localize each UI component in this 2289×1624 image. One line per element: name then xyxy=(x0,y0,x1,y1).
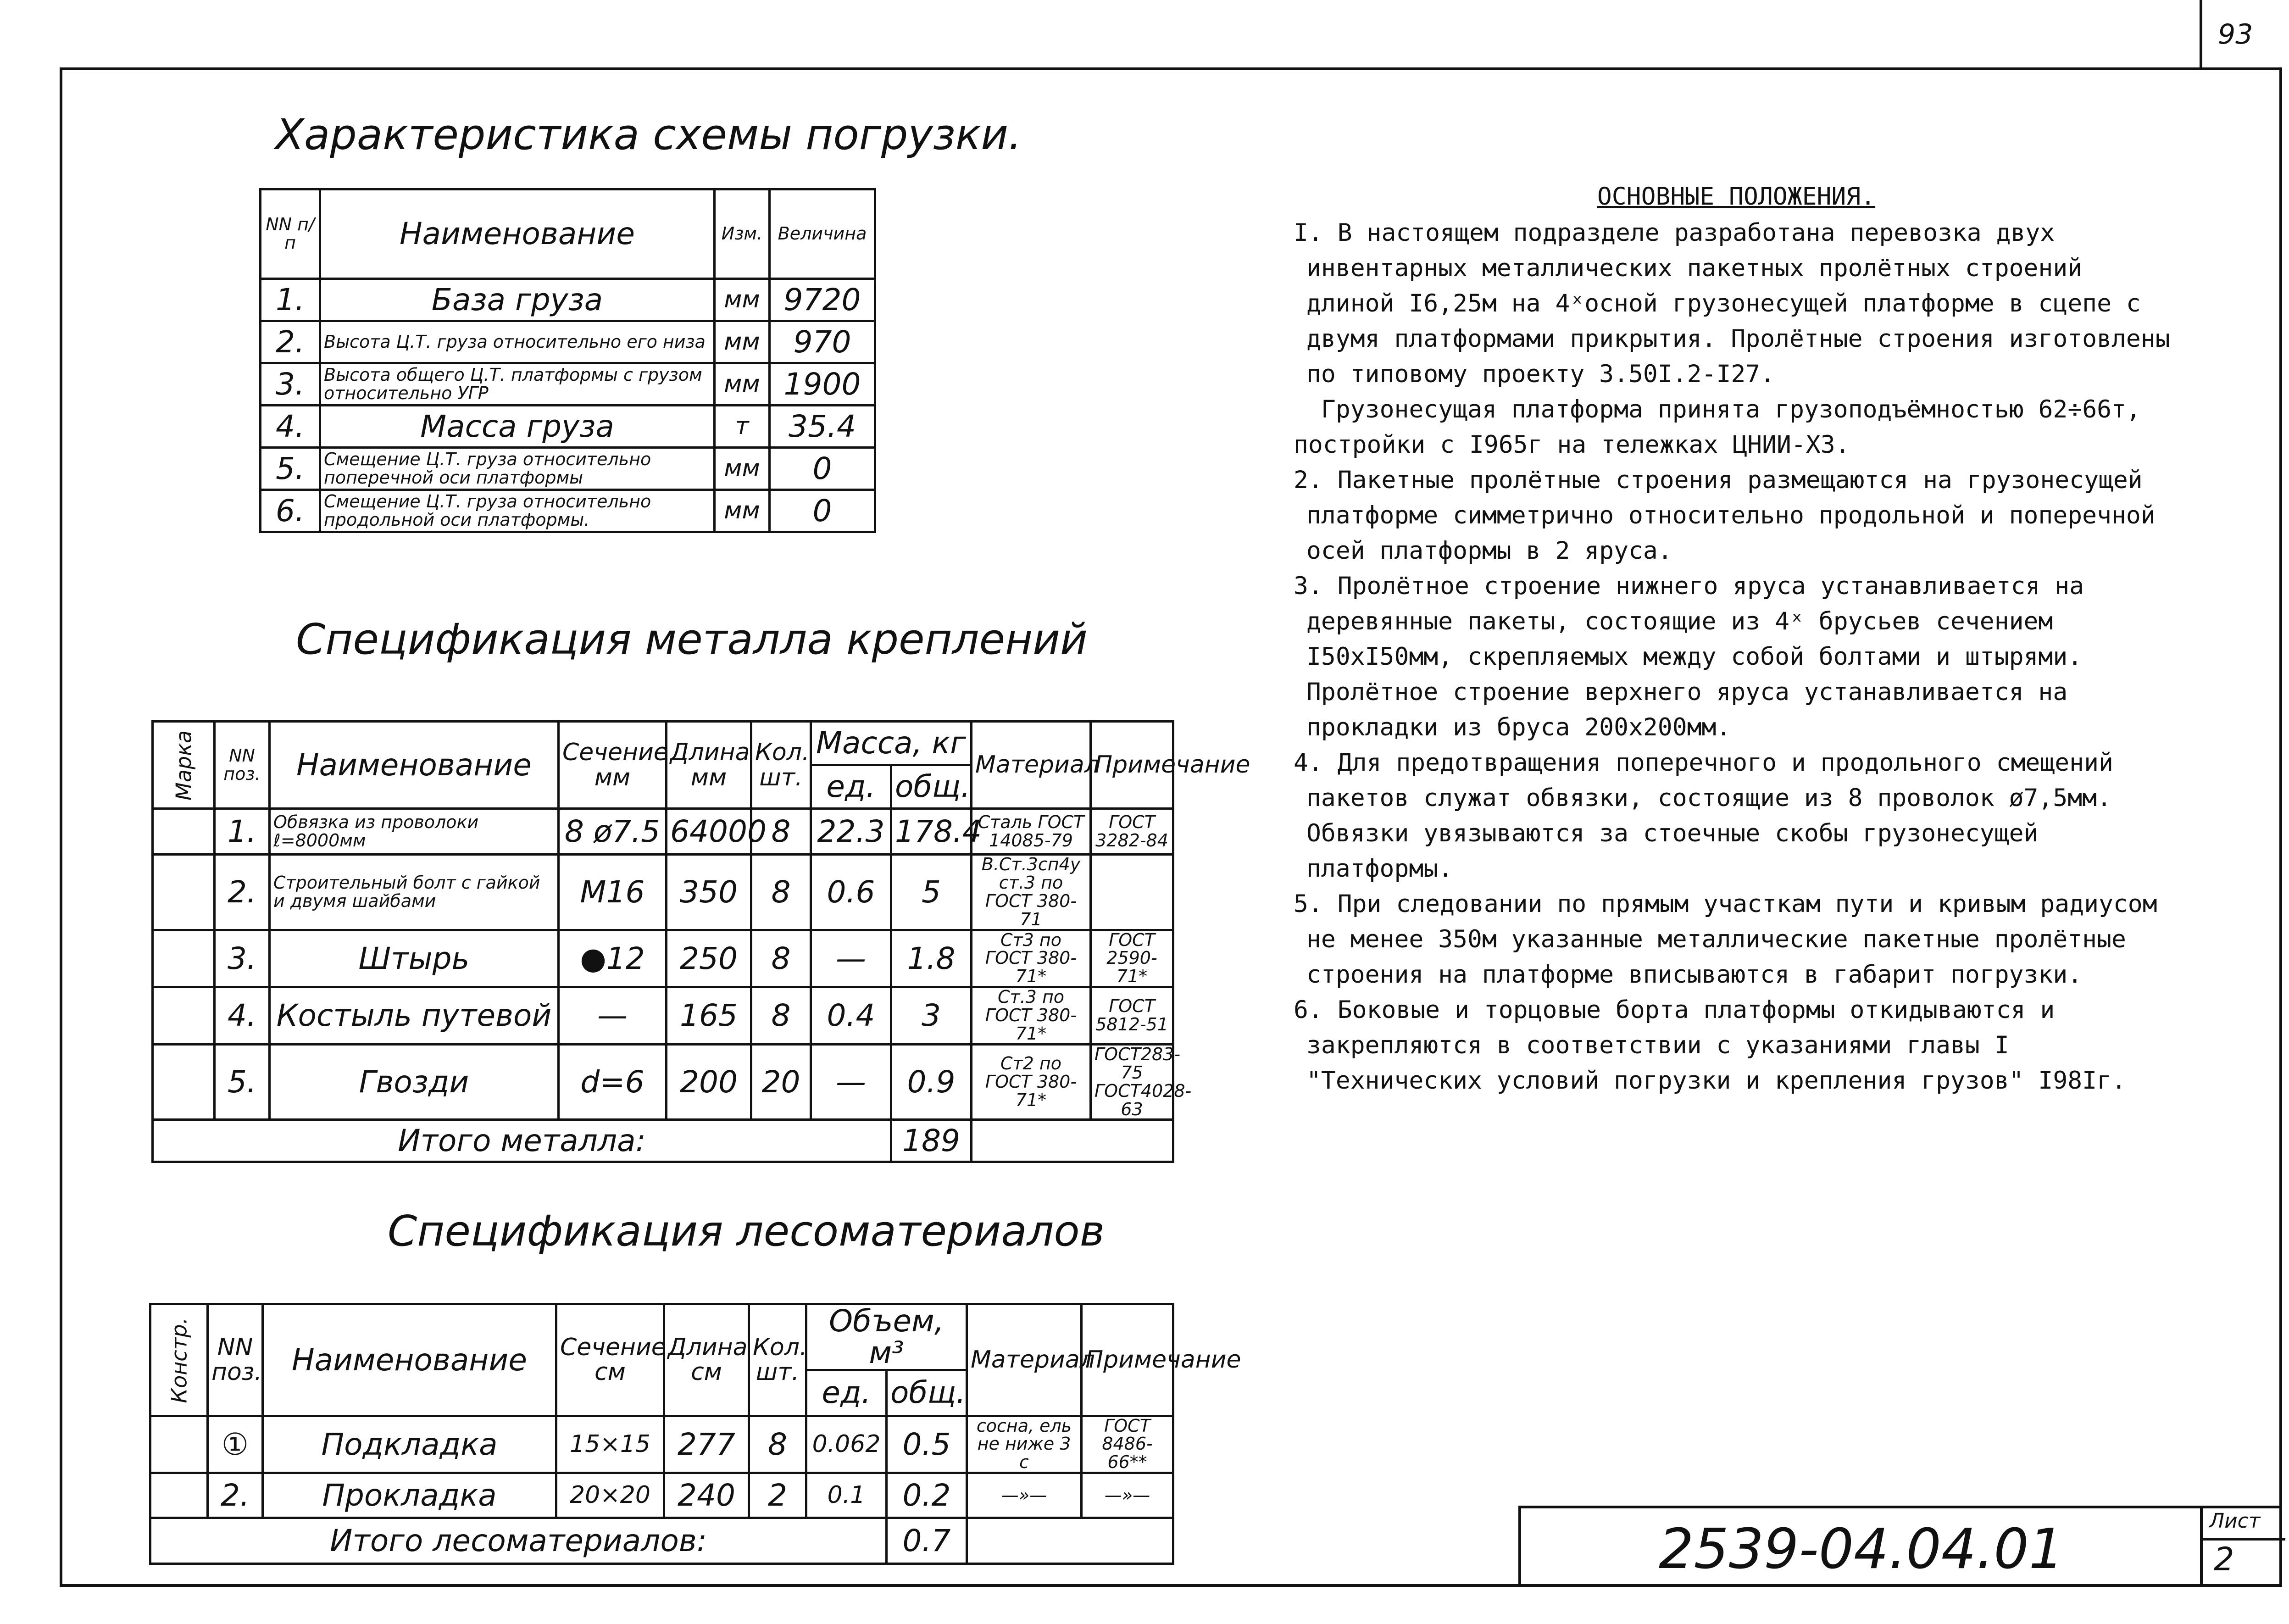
row-number: 4. xyxy=(261,406,320,448)
header-note: Примечание xyxy=(1091,722,1173,809)
row-mass-total: 5 xyxy=(891,855,972,930)
header-mass-total: общ. xyxy=(891,765,972,809)
table-row xyxy=(261,363,875,406)
row-vol-total: 0.5 xyxy=(887,1416,967,1473)
metal-total-value: 189 xyxy=(891,1120,972,1162)
sheet-number: 2 xyxy=(2214,1541,2234,1578)
row-value: 35.4 xyxy=(770,406,875,448)
row-mass-unit: 0.4 xyxy=(811,987,891,1045)
document-code: 2539-04.04.01 xyxy=(1659,1518,2064,1581)
metal-total-label: Итого металла: xyxy=(153,1120,891,1162)
note-paragraph: 6. Боковые и торцовые борта платформы откидываются и закрепляются в соответствии с указаниями главы I "Технических условий погрузки и крепления грузов" I98Iг. xyxy=(1294,996,2126,1095)
title-block-divider xyxy=(2200,0,2202,69)
table-row xyxy=(153,987,1173,1045)
row-mark xyxy=(153,987,215,1045)
row-length: 277 xyxy=(664,1416,749,1473)
table-row xyxy=(150,1416,1173,1473)
row-note: ГОСТ 8486-66** xyxy=(1082,1416,1173,1473)
row-name: Костыль путевой xyxy=(270,987,559,1045)
row-section: 8 ø7.5 xyxy=(559,809,667,855)
row-name: Прокладка xyxy=(263,1473,556,1518)
row-name: База груза xyxy=(320,279,715,321)
row-vol-unit: 0.1 xyxy=(806,1473,887,1518)
row-name: Строительный болт с гайкой и двумя шайбами xyxy=(270,855,559,930)
header-volume-total: общ. xyxy=(887,1370,967,1416)
row-material: —»— xyxy=(967,1473,1082,1518)
header-section: Сечение см xyxy=(556,1304,664,1416)
general-provisions xyxy=(1294,179,2179,1098)
row-name: Гвозди xyxy=(270,1044,559,1120)
row-length: 200 xyxy=(667,1044,751,1120)
row-mass-unit: — xyxy=(811,1044,891,1120)
header-length: Длина мм xyxy=(667,722,751,809)
note-paragraph: 5. При следовании по прямым участкам пути и кривым радиусом не менее 350м указанные металлические пакетные пролётные строения на платформе вписываются в габарит погрузки. xyxy=(1294,890,2157,989)
timber-spec-table xyxy=(149,1303,1241,1565)
row-mass-total: 178.4 xyxy=(891,809,972,855)
row-name: Штырь xyxy=(270,930,559,987)
row-section: — xyxy=(559,987,667,1045)
header-material: Материал xyxy=(972,722,1091,809)
metal-spec-title: Спецификация металла креплений xyxy=(296,615,1088,664)
row-section: М16 xyxy=(559,855,667,930)
row-constr xyxy=(150,1473,208,1518)
row-unit: мм xyxy=(715,279,770,321)
row-pos: 2. xyxy=(215,855,270,930)
header-name: Наименование xyxy=(263,1304,556,1416)
row-note: ГОСТ 2590-71* xyxy=(1091,930,1173,987)
header-volume: Объем, м³ xyxy=(806,1304,967,1370)
row-value: 0 xyxy=(770,448,875,490)
table-row xyxy=(261,490,875,532)
row-value: 970 xyxy=(770,321,875,363)
page-number: 93 xyxy=(2218,18,2253,50)
header-pos: NN поз. xyxy=(208,1304,263,1416)
row-mass-total: 1.8 xyxy=(891,930,972,987)
row-material: Ст3 по ГОСТ 380-71* xyxy=(972,930,1091,987)
row-value: 0 xyxy=(770,490,875,532)
header-constr: Констр. xyxy=(150,1304,208,1416)
header-pos: NN поз. xyxy=(215,722,270,809)
header-mark: Марка xyxy=(153,722,215,809)
row-note: ГОСТ283-75 ГОСТ4028-63 xyxy=(1091,1044,1173,1120)
row-pos: 2. xyxy=(208,1473,263,1518)
header-section: Сечение мм xyxy=(559,722,667,809)
header-material: Материал xyxy=(967,1304,1082,1416)
row-length: 165 xyxy=(667,987,751,1045)
row-length: 64000 xyxy=(667,809,751,855)
row-qty: 2 xyxy=(749,1473,806,1518)
row-mark xyxy=(153,1044,215,1120)
row-unit: мм xyxy=(715,363,770,406)
row-note: ГОСТ 5812-51 xyxy=(1091,987,1173,1045)
note-paragraph: I. В настоящем подразделе разработана перевозка двух инвентарных металлических пакетных пролётных строений длиной I6,25м на 4ˣосной грузонесущей платформе в сцепе с двумя платформами прикрытия. Пролётные строения изготовлены по типовому проекту 3.50I.2-I27. xyxy=(1294,219,2170,388)
note-paragraph: Грузонесущая платформа принята грузоподъёмностью 62÷66т, постройки с I965г на тележках ЦНИИ-Х3. xyxy=(1294,395,2141,459)
row-number: 1. xyxy=(261,279,320,321)
row-section: 20×20 xyxy=(556,1473,664,1518)
header-name: Наименование xyxy=(320,189,715,279)
load-characteristics-title: Характеристика схемы погрузки. xyxy=(275,110,1022,159)
note-paragraph: 2. Пакетные пролётные строения размещаются на грузонесущей платформе симметрично относительно продольной и поперечной осей платформы в 2 яруса. xyxy=(1294,466,2156,565)
row-number: 5. xyxy=(261,448,320,490)
header-number: NN п/п xyxy=(261,189,320,279)
row-value: 1900 xyxy=(770,363,875,406)
row-name: Высота общего Ц.Т. платформы с грузом относительно УГР xyxy=(320,363,715,406)
row-name: Подкладка xyxy=(263,1416,556,1473)
metal-total-blank xyxy=(972,1120,1173,1162)
row-unit: мм xyxy=(715,448,770,490)
sheet-label: Лист xyxy=(2209,1509,2261,1533)
row-section: ●12 xyxy=(559,930,667,987)
header-length: Длина см xyxy=(664,1304,749,1416)
header-name: Наименование xyxy=(270,722,559,809)
note-paragraph: 3. Пролётное строение нижнего яруса устанавливается на деревянные пакеты, состоящие из 4ˣ брусьев сечением I50xI50мм, скрепляемых между собой болтами и штырями. Пролётное строение верхнего яруса устанавливается на прокладки из бруса 200x200мм. xyxy=(1294,572,2084,741)
row-number: 3. xyxy=(261,363,320,406)
row-length: 250 xyxy=(667,930,751,987)
timber-total-blank xyxy=(967,1518,1173,1564)
title-block xyxy=(1518,1506,2282,1587)
note-paragraph: 4. Для предотвращения поперечного и продольного смещений пакетов служат обвязки, состоящие из 8 проволок ø7,5мм. Обвязки увязываются за стоечные скобы грузонесущей платформы. xyxy=(1294,749,2113,883)
header-unit: Изм. xyxy=(715,189,770,279)
row-name: Смещение Ц.Т. груза относительно поперечной оси платформы xyxy=(320,448,715,490)
table-row xyxy=(261,279,875,321)
row-unit: мм xyxy=(715,321,770,363)
row-name: Масса груза xyxy=(320,406,715,448)
row-vol-unit: 0.062 xyxy=(806,1416,887,1473)
row-length: 350 xyxy=(667,855,751,930)
metal-spec-table xyxy=(151,720,1250,1163)
row-name: Обвязка из проволоки ℓ=8000мм xyxy=(270,809,559,855)
row-pos: 5. xyxy=(215,1044,270,1120)
header-volume-unit: ед. xyxy=(806,1370,887,1416)
row-unit: т xyxy=(715,406,770,448)
row-material: Ст.3 по ГОСТ 380-71* xyxy=(972,987,1091,1045)
row-note: ГОСТ 3282-84 xyxy=(1091,809,1173,855)
row-number: 2. xyxy=(261,321,320,363)
row-qty: 8 xyxy=(749,1416,806,1473)
row-material: Сталь ГОСТ 14085-79 xyxy=(972,809,1091,855)
row-pos: 3. xyxy=(215,930,270,987)
row-pos: ① xyxy=(208,1416,263,1473)
table-row xyxy=(150,1473,1173,1518)
row-name: Высота Ц.Т. груза относительно его низа xyxy=(320,321,715,363)
table-row xyxy=(153,809,1173,855)
row-mass-total: 0.9 xyxy=(891,1044,972,1120)
table-row xyxy=(153,855,1173,930)
row-pos: 4. xyxy=(215,987,270,1045)
table-row xyxy=(261,321,875,363)
row-note: —»— xyxy=(1082,1473,1173,1518)
row-qty: 8 xyxy=(751,855,811,930)
row-length: 240 xyxy=(664,1473,749,1518)
table-row xyxy=(153,930,1173,987)
header-qty: Кол. шт. xyxy=(751,722,811,809)
header-value: Величина xyxy=(770,189,875,279)
row-note xyxy=(1091,855,1173,930)
row-section: 15×15 xyxy=(556,1416,664,1473)
row-qty: 8 xyxy=(751,930,811,987)
title-block-separator xyxy=(2200,1508,2203,1587)
row-value: 9720 xyxy=(770,279,875,321)
timber-spec-title: Спецификация лесоматериалов xyxy=(388,1207,1105,1256)
header-qty: Кол. шт. xyxy=(749,1304,806,1416)
row-pos: 1. xyxy=(215,809,270,855)
row-mark xyxy=(153,855,215,930)
table-row xyxy=(261,448,875,490)
header-note: Примечание xyxy=(1082,1304,1173,1416)
header-mass: Масса, кг xyxy=(811,722,972,765)
row-qty: 8 xyxy=(751,987,811,1045)
row-qty: 8 xyxy=(751,809,811,855)
row-mass-total: 3 xyxy=(891,987,972,1045)
row-material: сосна, ель не ниже 3 с xyxy=(967,1416,1082,1473)
row-material: Ст2 по ГОСТ 380-71* xyxy=(972,1044,1091,1120)
row-number: 6. xyxy=(261,490,320,532)
row-qty: 20 xyxy=(751,1044,811,1120)
timber-total-label: Итого лесоматериалов: xyxy=(150,1518,887,1564)
row-mass-unit: 22.3 xyxy=(811,809,891,855)
row-mark xyxy=(153,930,215,987)
timber-total-value: 0.7 xyxy=(887,1518,967,1564)
row-unit: мм xyxy=(715,490,770,532)
load-characteristics-table xyxy=(259,188,876,533)
row-section: d=6 xyxy=(559,1044,667,1120)
table-row xyxy=(261,406,875,448)
row-vol-total: 0.2 xyxy=(887,1473,967,1518)
row-constr xyxy=(150,1416,208,1473)
row-mass-unit: — xyxy=(811,930,891,987)
header-mass-unit: ед. xyxy=(811,765,891,809)
row-material: В.Ст.3сп4у ст.3 по ГОСТ 380-71 xyxy=(972,855,1091,930)
row-mass-unit: 0.6 xyxy=(811,855,891,930)
table-row xyxy=(153,1044,1173,1120)
row-name: Смещение Ц.Т. груза относительно продольной оси платформы. xyxy=(320,490,715,532)
general-provisions-heading: ОСНОВНЫЕ ПОЛОЖЕНИЯ. xyxy=(1597,183,1876,211)
row-mark xyxy=(153,809,215,855)
